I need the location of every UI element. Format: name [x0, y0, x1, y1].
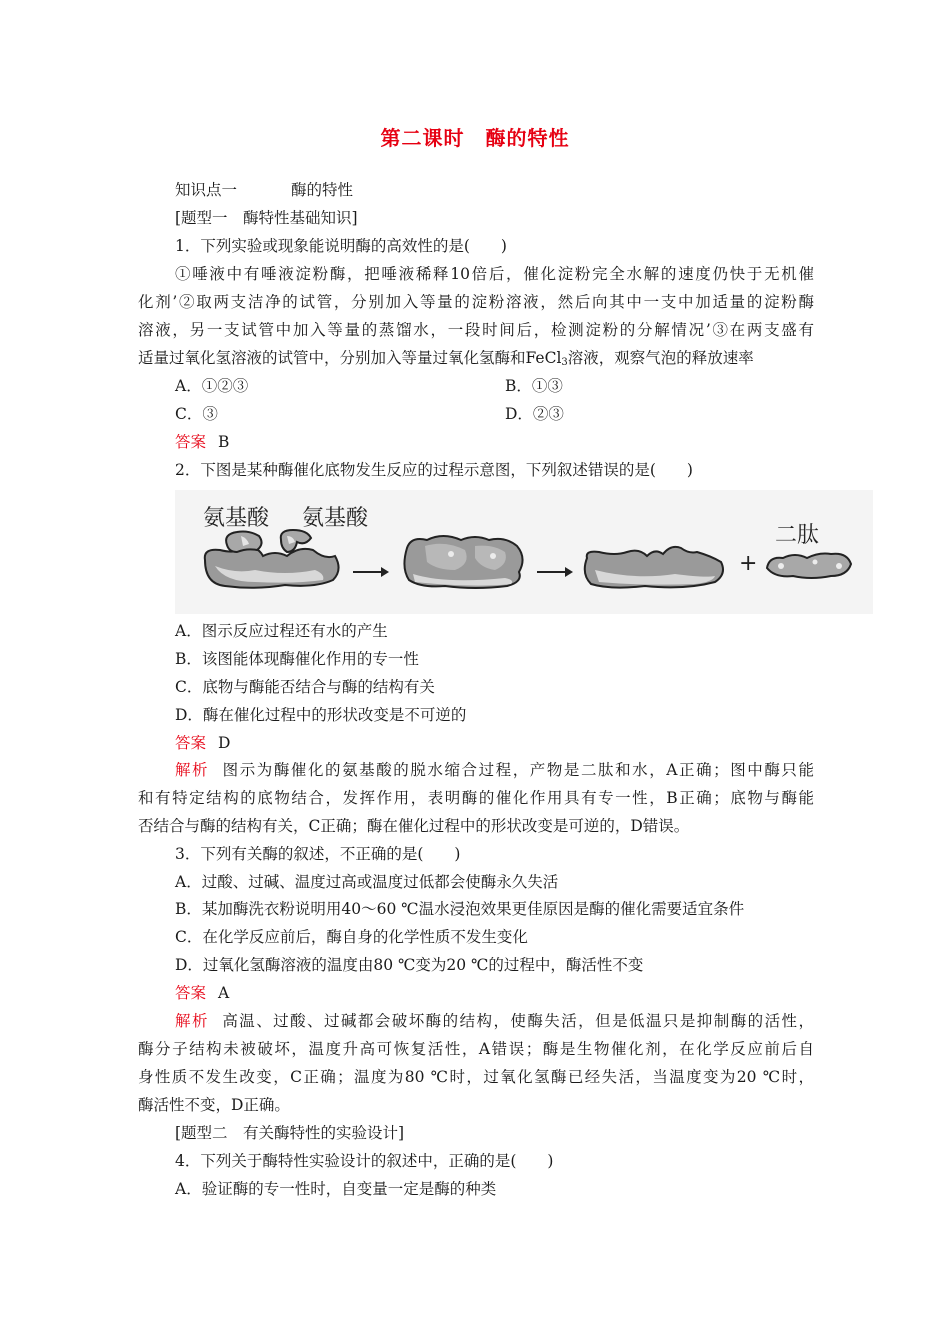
answer-value: D — [218, 734, 231, 752]
q1-line-4 — [138, 348, 754, 368]
section-heading — [175, 180, 353, 200]
q1-option-d: D．②③ — [505, 405, 564, 423]
enzyme-substrate-complex — [404, 536, 522, 588]
dipeptide-product — [767, 554, 851, 579]
section-name: 酶的特性 — [291, 181, 354, 199]
q4-stem: 4．下列关于酶特性实验设计的叙述中，正确的是( ) — [175, 1152, 554, 1170]
q1-option-c: C．③ — [175, 405, 218, 423]
q3-stem: 3．下列有关酶的叙述，不正确的是( ) — [175, 845, 461, 863]
answer-label: 答案 — [175, 984, 207, 1002]
analysis-text: 高温、过酸、过碱都会破坏酶的结构，使酶失活，但是低温只是抑制酶的活性， — [220, 1012, 814, 1030]
q1-line-4-b: 溶液，观察气泡的释放速率 — [567, 349, 754, 367]
answer-label: 答案 — [175, 734, 207, 752]
figure-label-amino-acid-1: 氨基酸 — [203, 506, 270, 531]
q3-answer — [175, 983, 229, 1003]
figure-plus-sign: + — [739, 551, 758, 576]
q3-analysis-line-1 — [175, 1011, 814, 1031]
figure-label-dipeptide: 二肽 — [775, 523, 820, 548]
q1-line-4-sub: 3 — [561, 357, 568, 368]
answer-label: 答案 — [175, 433, 207, 451]
q1-option-a: A．①②③ — [175, 377, 249, 395]
q3-analysis-line-4: 酶活性不变，D正确。 — [138, 1096, 290, 1114]
reaction-arrow-2 — [537, 567, 573, 577]
answer-value: A — [218, 984, 230, 1002]
q1-option-b: B．①③ — [505, 377, 563, 395]
q2-analysis-line-2: 和有特定结构的底物结合，发挥作用，表明酶的催化作用具有专一性，B正确；底物与酶能 — [138, 789, 814, 807]
q4-option-a: A．验证酶的专一性时，自变量一定是酶的种类 — [175, 1180, 497, 1198]
q2-option-d: D．酶在催化过程中的形状改变是不可逆的 — [175, 706, 467, 724]
q3-option-b: B．某加酶洗衣粉说明用40～60 ℃温水浸泡效果更佳原因是酶的催化需要适宜条件 — [175, 900, 745, 918]
analysis-label: 解析 — [175, 761, 210, 779]
q2-answer — [175, 733, 230, 753]
q2-option-b: B．该图能体现酶催化作用的专一性 — [175, 650, 419, 668]
q2-stem: 2．下图是某种酶催化底物发生反应的过程示意图，下列叙述错误的是( ) — [175, 461, 693, 479]
q1-stem: 1．下列实验或现象能说明酶的高效性的是( ) — [175, 237, 507, 255]
q3-analysis-line-3: 身性质不发生改变，C正确；温度为80 ℃时，过氧化氢酶已经失活，当温度变为20 ℃时， — [138, 1068, 814, 1086]
answer-value: B — [218, 433, 230, 451]
q1-line-2: 化剂’②取两支洁净的试管，分别加入等量的淀粉溶液，然后向其中一支中加适量的淀粉酶 — [138, 293, 814, 311]
figure-label-amino-acid-2: 氨基酸 — [302, 506, 369, 531]
section-label: 知识点一 — [175, 181, 238, 199]
q3-option-c: C．在化学反应前后，酶自身的化学性质不发生变化 — [175, 928, 528, 946]
analysis-label: 解析 — [175, 1012, 209, 1030]
question-type-2: [题型二 有关酶特性的实验设计] — [175, 1124, 405, 1142]
q3-analysis-line-2: 酶分子结构未被破坏，温度升高可恢复活性，A错误；酶是生物催化剂，在化学反应前后自 — [138, 1040, 814, 1058]
enzyme-with-substrates — [205, 530, 339, 588]
question-type-1: [题型一 酶特性基础知识] — [175, 209, 358, 227]
reaction-arrow-1 — [353, 567, 389, 577]
q2-option-c: C．底物与酶能否结合与酶的结构有关 — [175, 678, 435, 696]
q3-option-a: A．过酸、过碱、温度过高或温度过低都会使酶永久失活 — [175, 873, 559, 891]
q1-answer — [175, 432, 229, 452]
q2-analysis-line-3: 否结合与酶的结构有关，C正确；酶在催化过程中的形状改变是可逆的，D错误。 — [138, 817, 690, 835]
enzyme-reaction-figure — [175, 490, 873, 614]
page-title: 第二课时 酶的特性 — [380, 126, 570, 150]
q1-line-1: ①唾液中有唾液淀粉酶，把唾液稀释10倍后，催化淀粉完全水解的速度仍快于无机催 — [175, 265, 814, 283]
free-enzyme — [585, 547, 723, 588]
q1-line-4-a: 适量过氧化氢溶液的试管中，分别加入等量过氧化氢酶和FeCl — [138, 349, 562, 367]
q2-option-a: A．图示反应过程还有水的产生 — [175, 622, 388, 640]
q2-analysis-line-1 — [175, 760, 814, 780]
q3-option-d: D．过氧化氢酶溶液的温度由80 ℃变为20 ℃的过程中，酶活性不变 — [175, 956, 644, 974]
analysis-text: 图示为酶催化的氨基酸的脱水缩合过程，产物是二肽和水，A正确；图中酶只能 — [221, 761, 814, 779]
q1-line-3: 溶液，另一支试管中加入等量的蒸馏水，一段时间后，检测淀粉的分解情况’③在两支盛有 — [138, 321, 814, 339]
